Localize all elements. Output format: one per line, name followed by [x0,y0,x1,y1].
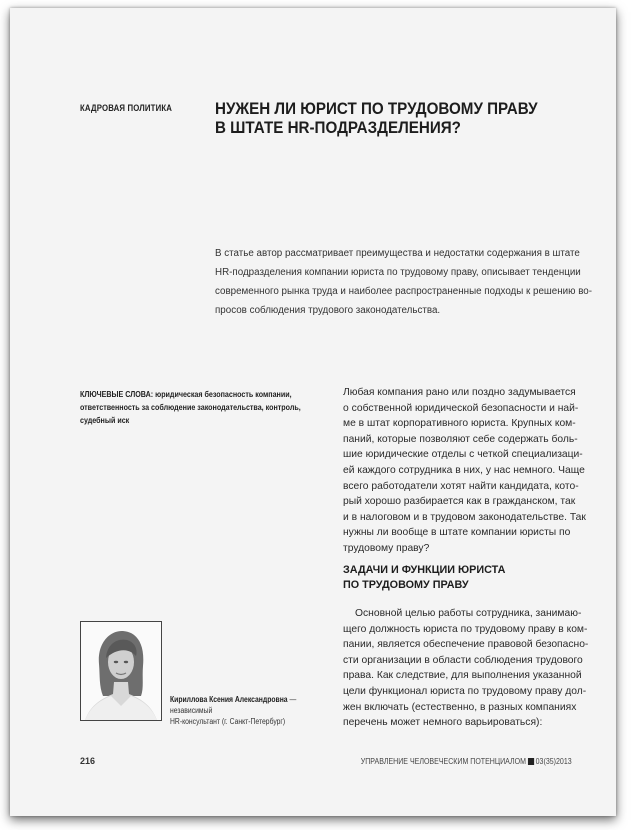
paragraph-line: ей каждого сотрудника в них, у нас немного. Чаще [343,464,585,476]
intro-paragraph [343,385,593,557]
title-line: НУЖЕН ЛИ ЮРИСТ ПО ТРУДОВОМУ ПРАВУ [215,100,538,118]
heading-line: ЗАДАЧИ И ФУНКЦИИ ЮРИСТА [343,564,506,576]
lead-line: просов соблюдения трудового законодательства. [215,305,441,316]
lead-line: В статье автор рассматривает преимущества и недостатки содержания в штате [215,248,580,259]
paragraph-line: пании, является обеспечение правовой безопасно- [343,639,589,651]
issue-number: 03(35)2013 [535,757,572,766]
paragraph-line: о собственной юридической безопасности и най- [343,402,579,414]
magazine-page [10,8,616,816]
lead-line: HR-подразделения компании юриста по трудовому праву, описывает тенденции [215,267,581,278]
paragraph-line: ме в штат корпоративного юриста. Крупных ком- [343,418,576,430]
paragraph-line: нужны ли вообще в штате компании юристы по [343,527,571,539]
paragraph-line: и в налоговом и в трудовом законодательстве. Так [343,511,586,523]
page-number: 216 [80,756,96,766]
paragraph-line: паний, которые позволяют себе содержать боль- [343,433,578,445]
journal-name: УПРАВЛЕНИЕ ЧЕЛОВЕЧЕСКИМ ПОТЕНЦИАЛОМ [361,757,527,766]
paragraph-line: щего должность юриста по трудовому праву в ком- [343,623,588,635]
paragraph-line: рый хорошо разбирается как в гражданском, так [343,496,576,508]
author-photo [80,621,162,721]
lead-line: современного рынка труда и наиболее распространенные подходы к решению во- [215,286,593,297]
paragraph-line: всего работодатели хотят найти кандидата, кото- [343,480,579,492]
article-title [215,100,565,138]
keywords-line: ответственность за соблюдение законодательства, контроль, [80,402,301,412]
square-bullet-icon [528,758,534,765]
keywords-block [80,388,321,427]
author-portrait-image [81,622,161,720]
paragraph-line: жен включать (естественно, в разных компаниях [343,701,577,713]
paragraph-line: права. Как следствие, для выполнения указанной [343,670,582,682]
paragraph-line: перечень может немного варьироваться): [343,717,543,729]
author-role-location: HR-консультант (г. Санкт-Петербург) [170,717,286,726]
keywords-line: юридическая безопасность компании, [155,389,292,399]
functions-paragraph [343,606,593,731]
paragraph-line: сти организации в области соблюдения трудового [343,654,583,666]
paragraph-line: цели функционал юриста по трудовому праву дол- [343,685,587,697]
paragraph-line: Основной целью работы сотрудника, занимаю- [355,608,582,619]
section-heading [343,563,593,593]
article-lead [215,244,593,320]
title-line: В ШТАТЕ HR-ПОДРАЗДЕЛЕНИЯ? [215,119,461,137]
author-role: — независимый [170,695,297,715]
paragraph-line: Любая компания рано или поздно задумывается [343,387,576,398]
paragraph-line: трудовому праву? [343,542,430,554]
keywords-line: судебный иск [80,415,130,425]
author-caption [170,694,332,727]
heading-line: ПО ТРУДОВОМУ ПРАВУ [343,579,469,591]
paragraph-line: шие юридические отделы с четкой специализаци- [343,449,583,461]
author-name: Кириллова Ксения Александровна [170,695,288,704]
keywords-label: КЛЮЧЕВЫЕ СЛОВА: [80,389,154,399]
journal-footer [361,757,572,766]
section-rubric: КАДРОВАЯ ПОЛИТИКА [80,103,173,114]
